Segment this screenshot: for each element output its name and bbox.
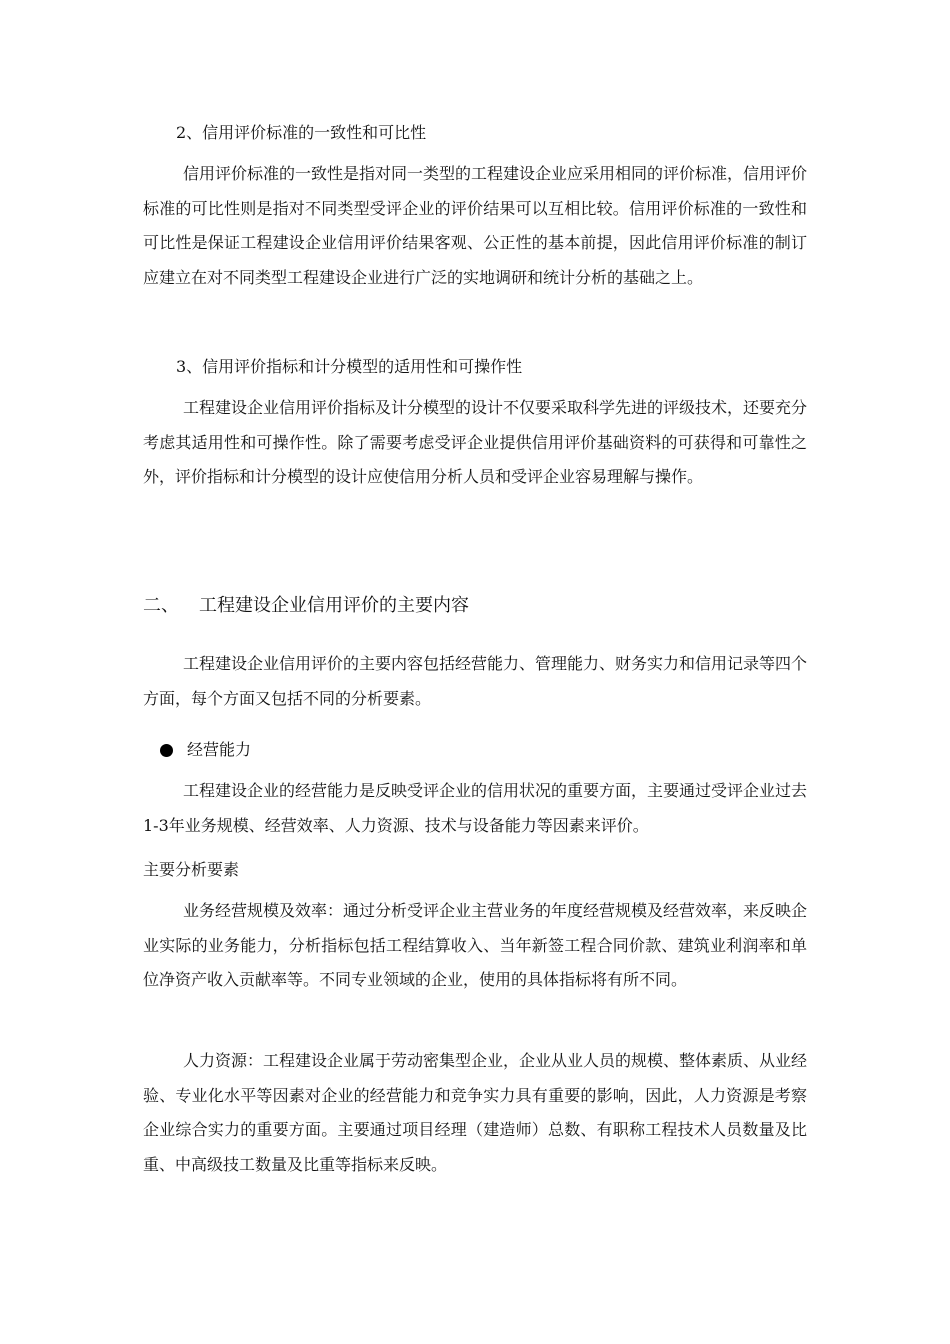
bullet-paragraph: 工程建设企业的经营能力是反映受评企业的信用状况的重要方面，主要通过受评企业过去1-3年业务规模、经营效率、人力资源、技术与设备能力等因素来评价。 [143,781,808,835]
bullet-item [160,738,251,762]
section-heading [143,593,469,619]
factors-label: 主要分析要素 [143,860,240,879]
factor-paragraph: 业务经营规模及效率：通过分析受评企业主营业务的年度经营规模及经营效率，来反映企业实际的业务能力，分析指标包括工程结算收入、当年新签工程合同价款、建筑业利润率和单位净资产收入贡献率等。不同专业领域的企业，使用的具体指标将有所不同。 [143,901,808,989]
bullet-label: 经营能力 [187,740,252,759]
section-intro-paragraph: 工程建设企业信用评价的主要内容包括经营能力、管理能力、财务实力和信用记录等四个方面，每个方面又包括不同的分析要素。 [143,654,808,708]
subsection-paragraph-3: 工程建设企业信用评价指标及计分模型的设计不仅要采取科学先进的评级技术，还要充分考虑其适用性和可操作性。除了需要考虑受评企业提供信用评价基础资料的可获得和可靠性之外，评价指标和计分模型的设计应使信用分析人员和受评企业容易理解与操作。 [143,398,808,486]
subsection-heading-2: 2、信用评价标准的一致性和可比性 [176,123,427,142]
subsection-paragraph-2: 信用评价标准的一致性是指对同一类型的工程建设企业应采用相同的评价标准，信用评价标准的可比性则是指对不同类型受评企业的评价结果可以互相比较。信用评价标准的一致性和可比性是保证工程建设企业信用评价结果客观、公正性的基本前提，因此信用评价标准的制订应建立在对不同类型工程建设企业进行广泛的实地调研和统计分析的基础之上。 [143,164,808,287]
section-number: 二、 [143,595,179,616]
bullet-dot-icon [160,744,173,757]
factor-paragraph: 人力资源：工程建设企业属于劳动密集型企业，企业从业人员的规模、整体素质、从业经验、专业化水平等因素对企业的经营能力和竞争实力具有重要的影响，因此，人力资源是考察企业综合实力的重要方面。主要通过项目经理（建造师）总数、有职称工程技术人员数量及比重、中高级技工数量及比重等指标来反映。 [143,1051,808,1174]
subsection-heading-3: 3、信用评价指标和计分模型的适用性和可操作性 [176,357,523,376]
section-title: 工程建设企业信用评价的主要内容 [199,595,469,616]
